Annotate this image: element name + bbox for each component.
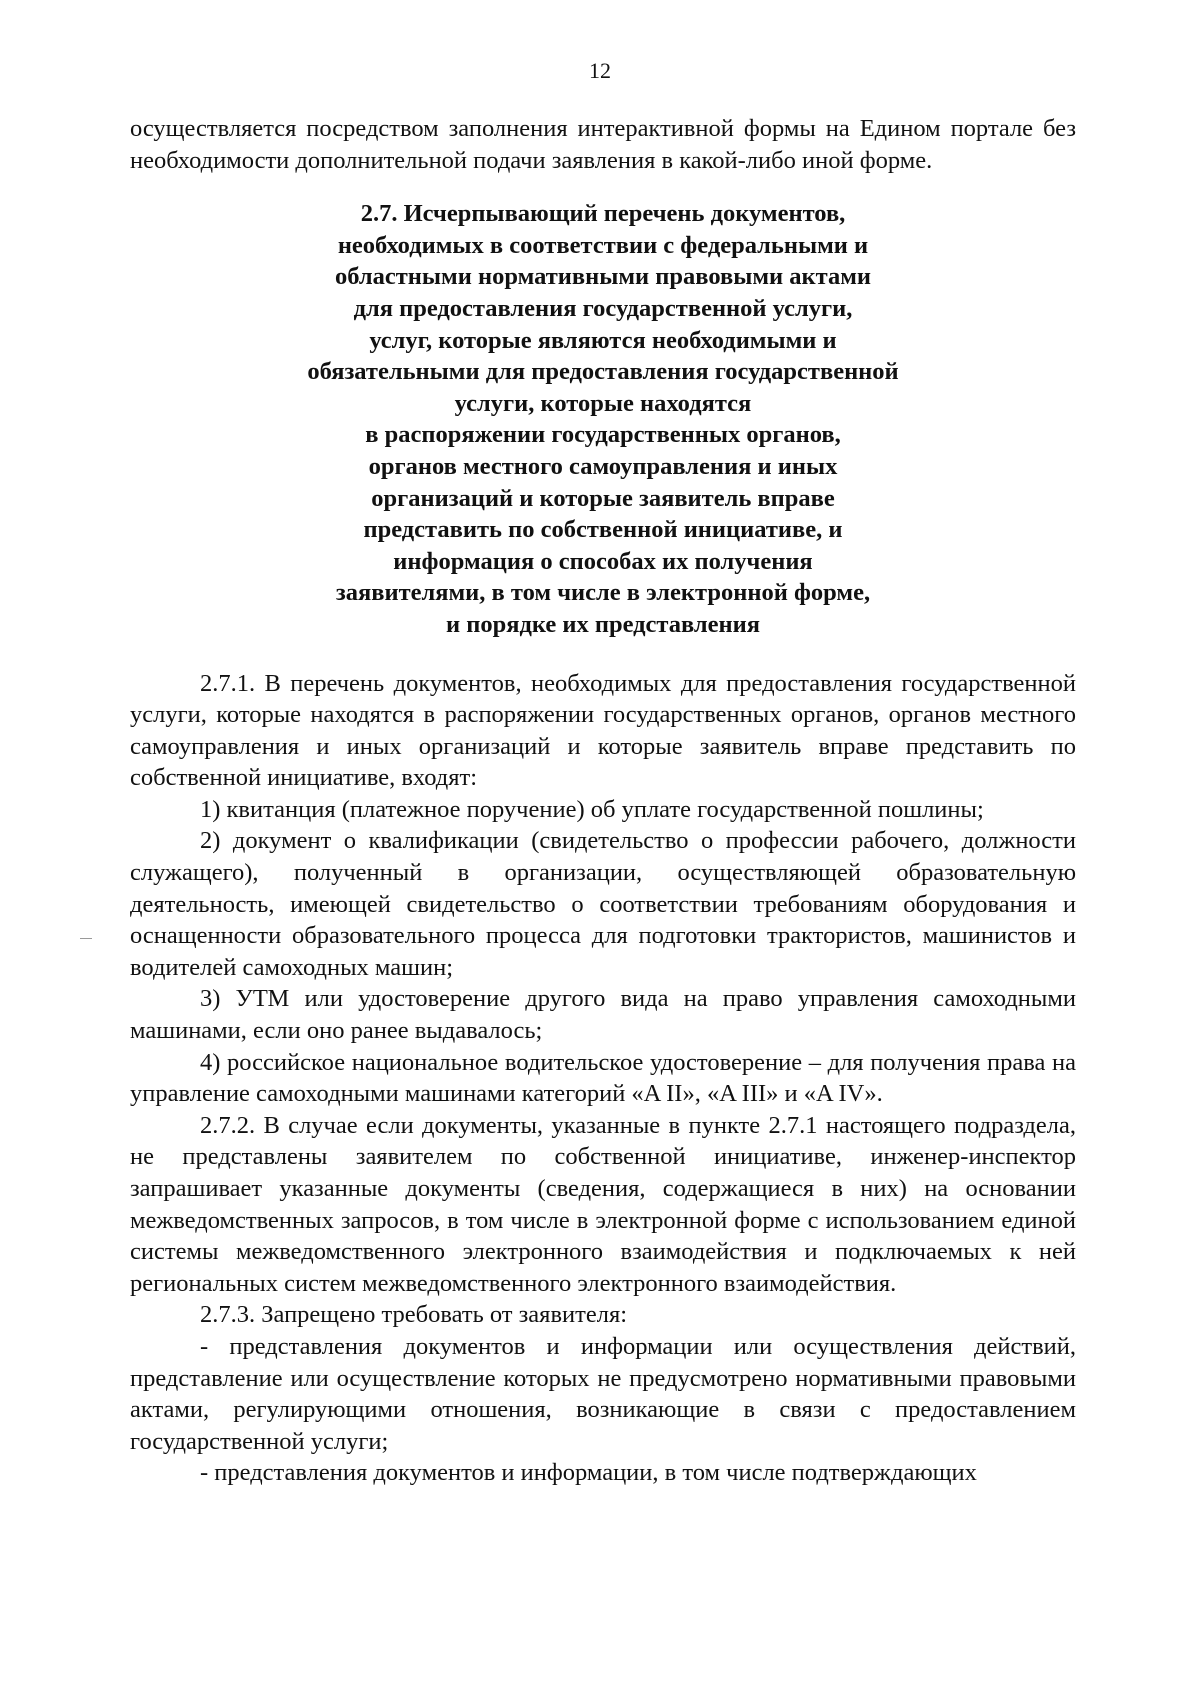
section-heading-line: 2.7. Исчерпывающий перечень документов, bbox=[360, 200, 846, 228]
list-item-1: 1) квитанция (платежное поручение) об уплате государственной пошлины; bbox=[200, 795, 984, 823]
scan-artifact-mark bbox=[80, 938, 92, 939]
section-heading-line: представить по собственной инициативе, и bbox=[363, 516, 843, 544]
section-heading-line: в распоряжении государственных органов, bbox=[365, 421, 841, 449]
section-heading bbox=[130, 198, 1076, 640]
section-heading-line: услуги, которые находятся bbox=[454, 389, 752, 417]
section-heading-line: организаций и которые заявитель вправе bbox=[371, 484, 835, 512]
page-content bbox=[130, 113, 1076, 1489]
section-heading-line: услуг, которые являются необходимыми и bbox=[369, 326, 837, 354]
intro-paragraph: осуществляется посредством заполнения интерактивной формы на Едином портале без необходимости дополнительной подачи заявления в какой-либо иной форме. bbox=[130, 115, 1076, 174]
section-heading-line: обязательными для предоставления государственной bbox=[307, 358, 899, 386]
page-number: 12 bbox=[589, 58, 611, 83]
list-item-4: 4) российское национальное водительское удостоверение – для получения права на управление самоходными машинами категорий «A II», «A III» и «A IV». bbox=[130, 1048, 1076, 1108]
section-heading-line: заявителями, в том числе в электронной форме, bbox=[335, 579, 871, 607]
bullet-item-1: - представления документов и информации или осуществления действий, представление или осуществление которых не предусмотрено нормативными правовыми актами, регулирующими отношения, возникающие в связи с предоставлением государственной услуги; bbox=[130, 1332, 1076, 1455]
list-item-2: 2) документ о квалификации (свидетельство о профессии рабочего, должности служащего), полученный в организации, осуществляющей образовательную деятельность, имеющей свидетельство о соответствии требованиям оборудования и оснащенности образовательного процесса для подготовки трактористов, машинистов и водителей самоходных машин; bbox=[130, 827, 1076, 981]
section-heading-line: для предоставления государственной услуги, bbox=[353, 294, 853, 322]
section-heading-line: органов местного самоуправления и иных bbox=[368, 452, 838, 480]
section-heading-line: и порядке их представления bbox=[445, 610, 761, 638]
section-heading-line: информация о способах их получения bbox=[393, 547, 813, 575]
paragraph-2-7-1: 2.7.1. В перечень документов, необходимых для предоставления государственной услуги, которые находятся в распоряжении государственных органов, органов местного самоуправления и иных организаций и которые заявитель вправе представить по собственной инициативе, входят: bbox=[130, 669, 1076, 792]
section-heading-line: областными нормативными правовыми актами bbox=[334, 263, 872, 291]
bullet-item-2: - представления документов и информации, в том числе подтверждающих bbox=[200, 1459, 977, 1487]
paragraph-2-7-3: 2.7.3. Запрещено требовать от заявителя: bbox=[200, 1301, 628, 1329]
list-item-3: 3) УТМ или удостоверение другого вида на право управления самоходными машинами, если оно ранее выдавалось; bbox=[130, 985, 1076, 1045]
section-heading-line: необходимых в соответствии с федеральными и bbox=[337, 231, 869, 259]
paragraph-2-7-2: 2.7.2. В случае если документы, указанные в пункте 2.7.1 настоящего подраздела, не представлены заявителем по собственной инициативе, инженер-инспектор запрашивает указанные документы (сведения, содержащиеся в них) на основании межведомственных запросов, в том числе в электронной форме с использованием единой системы межведомственного электронного взаимодействия и подключаемых к ней региональных систем межведомственного электронного взаимодействия. bbox=[130, 1111, 1076, 1297]
